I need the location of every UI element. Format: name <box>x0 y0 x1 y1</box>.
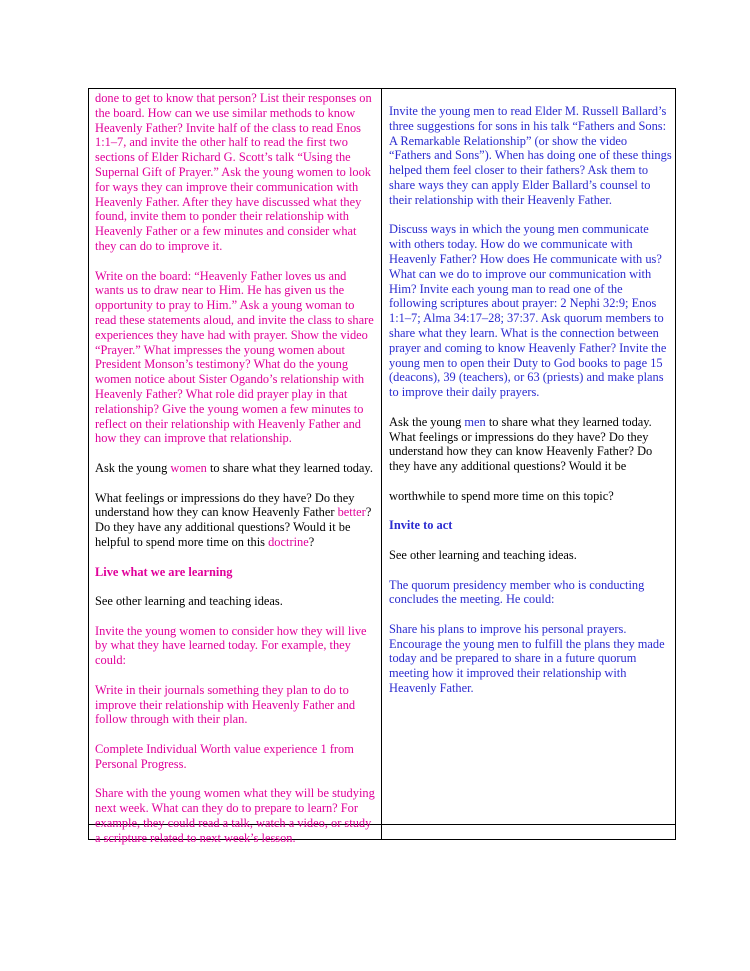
yw-p3-women: women <box>170 460 207 475</box>
yw-heading-live: Live what we are learning <box>95 564 233 579</box>
young-women-column <box>95 91 377 860</box>
yw-paragraph-7: Write in their journals something they plan to do to improve their relationship with Heavenly Father and follow through with their plan. <box>95 682 356 727</box>
yw-p4-text: What feelings or impressions do they have? Do they understand how they can know Heavenly Father <box>95 490 355 520</box>
ym-paragraph-4: worthwhile to spend more time on this topic? <box>389 488 614 503</box>
young-men-column <box>389 104 672 711</box>
ym-p3-text: Ask the young <box>389 414 465 429</box>
yw-p4-text-end: ? <box>308 534 315 549</box>
yw-paragraph-6: Invite the young women to consider how they will live by what they have learned today. For example, they could: <box>95 623 367 668</box>
ym-p3-men: men <box>464 414 486 429</box>
ym-paragraph-2: Discuss ways in which the young men communicate with others today. How do we communicate with Heavenly Father? How does He communicate with us? What can we do to improve our communication with Him? Invite each young man to read one of the following scriptures about prayer: 2 Nephi 32:9; Enos 1:1–7; Alma 34:17–28; 37:37. Ask quorum members to share what they learn. What is the connection between prayer and coming to know Heavenly Father? Invite the young men to open their Duty to God books to page 15 (deacons), 39 (teachers), or 63 (priests) and make plans to improve their daily prayers. <box>389 222 667 400</box>
yw-paragraph-1: done to get to know that person? List their responses on the board. How can we use similar methods to know Heavenly Father? Invite half of the class to read Enos 1:1–7, and invite the other half to read the first two sections of Elder Richard G. Scott’s talk “Using the Supernal Gift of Prayer.” Ask the young women to look for ways they can improve their communication with Heavenly Father. After they have discussed what they found, invite them to ponder their relationship with Heavenly Father or a few minutes and consider what they can do to improve it. <box>95 91 372 253</box>
yw-p3-text: Ask the young <box>95 460 171 475</box>
yw-p4-doctrine: doctrine <box>268 534 309 549</box>
yw-p4-better: better <box>337 505 366 520</box>
ym-paragraph-1: Invite the young men to read Elder M. Russell Ballard’s three suggestions for sons in his talk “Fathers and Sons: A Remarkable Relationship” (or show the video “Fathers and Sons”). When has doing one of these things helped them feel closer to their fathers? Ask them to share ways they can apply Elder Ballard’s counsel to their relationship with their Heavenly Father. <box>389 104 672 207</box>
ym-heading-act: Invite to act <box>389 518 453 533</box>
yw-p3-text-end: to share what they learned today. <box>206 460 373 475</box>
yw-paragraph-5: See other learning and teaching ideas. <box>95 594 283 609</box>
column-divider <box>381 88 382 840</box>
yw-p4-text-mid: ? Do they have any additional questions? Would it be helpful to spend more time on this <box>95 505 372 549</box>
yw-paragraph-4 <box>95 491 377 550</box>
yw-paragraph-8: Complete Individual Worth value experience 1 from Personal Progress. <box>95 742 354 771</box>
yw-paragraph-9: Share with the young women what they will be studying next week. What can they do to prepare to learn? For example, they could read a talk, watch a video, or study a scripture related to next week’s lesson. <box>95 786 375 845</box>
yw-paragraph-2: Write on the board: “Heavenly Father loves us and wants us to draw near to Him. He has given us the opportunity to pray to Him.” Ask a young woman to read these statements aloud, and invite the class to share experiences they have had with prayer. Show the video “Prayer.” What impresses the young women about President Monson’s testimony? What do the young women notice about Sister Ogando’s relationship with Heavenly Father? What role did prayer play in that relationship? Give the young women a few minutes to reflect on their relationship with Heavenly Father and how they can improve that relationship. <box>95 268 374 446</box>
ym-paragraph-6: The quorum presidency member who is conducting concludes the meeting. He could: <box>389 577 645 607</box>
ym-paragraph-7: Share his plans to improve his personal prayers. Encourage the young men to fulfill the plans they made today and be prepared to share in a future quorum meeting how it improved their relationship with Heavenly Father. <box>389 621 665 696</box>
ym-p3-text-end: to share what they learned today. What feelings or impressions do they have? Do they understand how they can know Heavenly Father? Do they have any additional questions? Would it be <box>389 414 653 474</box>
ym-paragraph-3 <box>389 415 672 474</box>
ym-paragraph-5: See other learning and teaching ideas. <box>389 547 577 562</box>
yw-paragraph-3 <box>95 461 377 476</box>
